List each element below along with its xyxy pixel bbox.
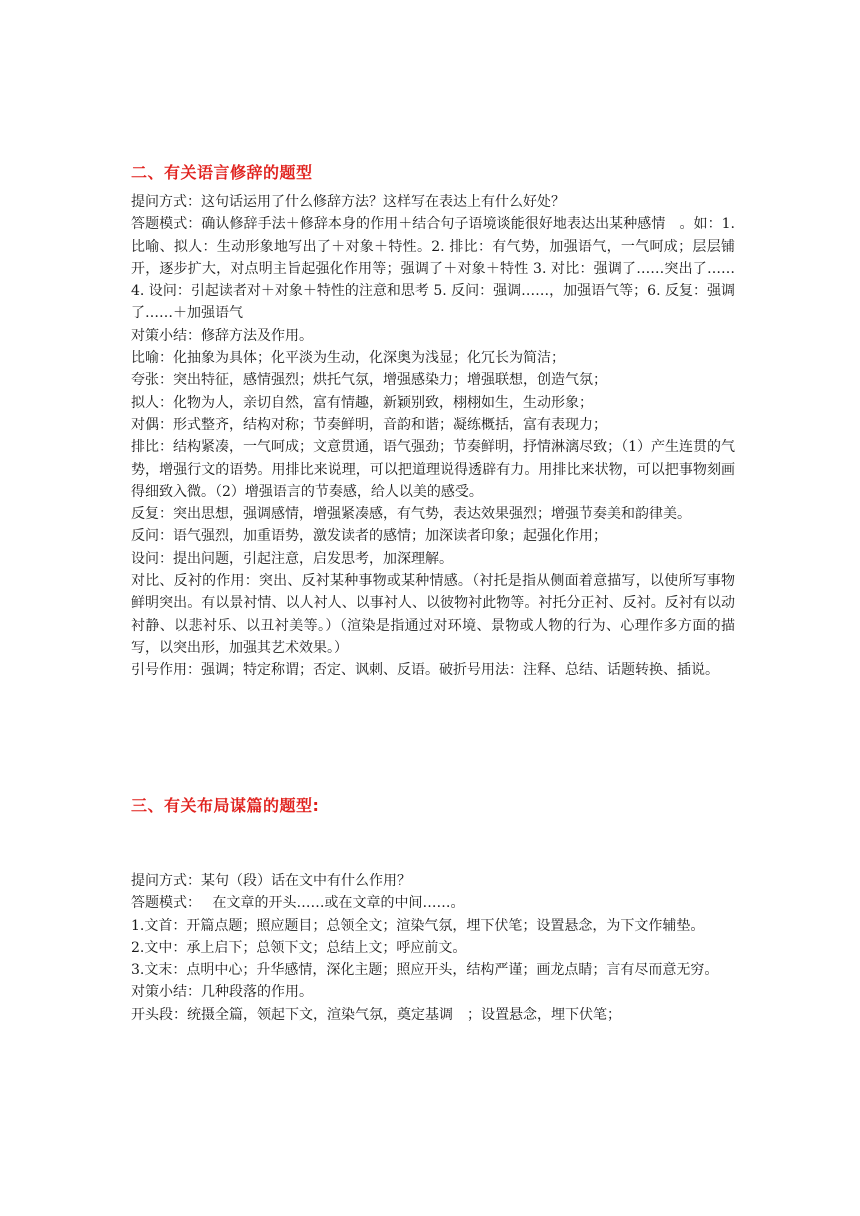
paragraph-hyperbole: 夸张：突出特征，感情强烈；烘托气氛，增强感染力；增强联想，创造气氛；	[131, 372, 607, 389]
paragraph-repetition: 反复：突出思想，强调感情，增强紧凑感，有气势，表达效果强烈；增强节奏美和韵律美。	[131, 506, 691, 523]
section-body-structure	[131, 870, 735, 1026]
paragraph-ending: 3.文末：点明中心；升华感情，深化主题；照应开头，结构严谨；画龙点睛；言有尽而意无穷。	[131, 962, 719, 979]
paragraph-rhetorical-question: 反问：语气强烈，加重语势，激发读者的感情；加深读者印象；起强化作用；	[131, 528, 607, 545]
paragraph-self-question: 设问：提出问题，引起注意，启发思考，加深理解。	[131, 550, 453, 567]
section-heading-structure: 三、有关布局谋篇的题型:	[131, 796, 320, 815]
paragraph-metaphor: 比喻：化抽象为具体；化平淡为生动，化深奥为浅显；化冗长为简洁；	[131, 350, 565, 367]
paragraph-answer-model: 答题模式： 在文章的开头……或在文章的中间……。	[131, 895, 465, 912]
paragraph-personification: 拟人：化物为人，亲切自然，富有情趣，新颖别致，栩栩如生，生动形象；	[131, 394, 593, 411]
paragraph-opening: 1.文首：开篇点题；照应题目；总领全文；渲染气氛，埋下伏笔；设置悬念，为下文作辅垫。	[131, 917, 705, 934]
paragraph-question-form: 提问方式：某句（段）话在文中有什么作用？	[131, 873, 411, 889]
paragraph-parallelism: 排比：结构紧凑，一气呵成；文意贯通，语气强劲；节奏鲜明，抒情淋漓尽致；（1）产生连贯的气势，增强行文的语势。用排比来说理，可以把道理说得透辟有力。用排比来状物，可以把事物刻画得细致入微。（2）增强语言的节奏感，给人以美的感受。	[131, 439, 735, 500]
paragraph-question-form: 提问方式：这句话运用了什么修辞方法？这样写在表达上有什么好处？	[131, 194, 565, 210]
paragraph-summary: 对策小结：几种段落的作用。	[131, 984, 313, 1001]
paragraph-opening-paragraph: 开头段：统摄全篇，领起下文，渲染气氛，奠定基调 ；设置悬念，埋下伏笔；	[131, 1006, 621, 1023]
paragraph-middle: 2.文中：承上启下；总领下文；总结上文；呼应前文。	[131, 939, 467, 956]
section-heading-rhetoric: 二、有关语言修辞的题型	[131, 163, 313, 182]
section-body-rhetoric	[131, 191, 735, 682]
paragraph-answer-model: 答题模式：确认修辞手法＋修辞本身的作用＋结合句子语境谈能很好地表达出某种感情 。如：1. 比喻、拟人：生动形象地写出了＋对象＋特性。2. 排比：有气势，加强语气，一气呵成；层层铺开，逐步扩大，对点明主旨起强化作用等；强调了＋对象＋特性 3. 对比：强调了……突出了……4. 设问：引起读者对＋对象＋特性的注意和思考 5. 反问：强调……，加强语气等；6. 反复：强调了……＋加强语气	[131, 216, 735, 322]
paragraph-punctuation: 引号作用：强调；特定称谓；否定、讽刺、反语。破折号用法：注释、总结、话题转换、插说。	[131, 662, 719, 679]
paragraph-contrast: 对比、反衬的作用：突出、反衬某种事物或某种情感。（衬托是指从侧面着意描写，以使所写事物鲜明突出。有以景衬情、以人衬人、以事衬人、以彼物衬此物等。衬托分正衬、反衬。反衬有以动衬静、以悲衬乐、以丑衬美等。）（渲染是指通过对环境、景物或人物的行为、心理作多方面的描写，以突出形，加强其艺术效果。）	[131, 573, 735, 656]
paragraph-summary: 对策小结：修辞方法及作用。	[131, 327, 313, 344]
paragraph-antithesis: 对偶：形式整齐，结构对称；节奏鲜明，音韵和谐；凝练概括，富有表现力；	[131, 416, 607, 433]
